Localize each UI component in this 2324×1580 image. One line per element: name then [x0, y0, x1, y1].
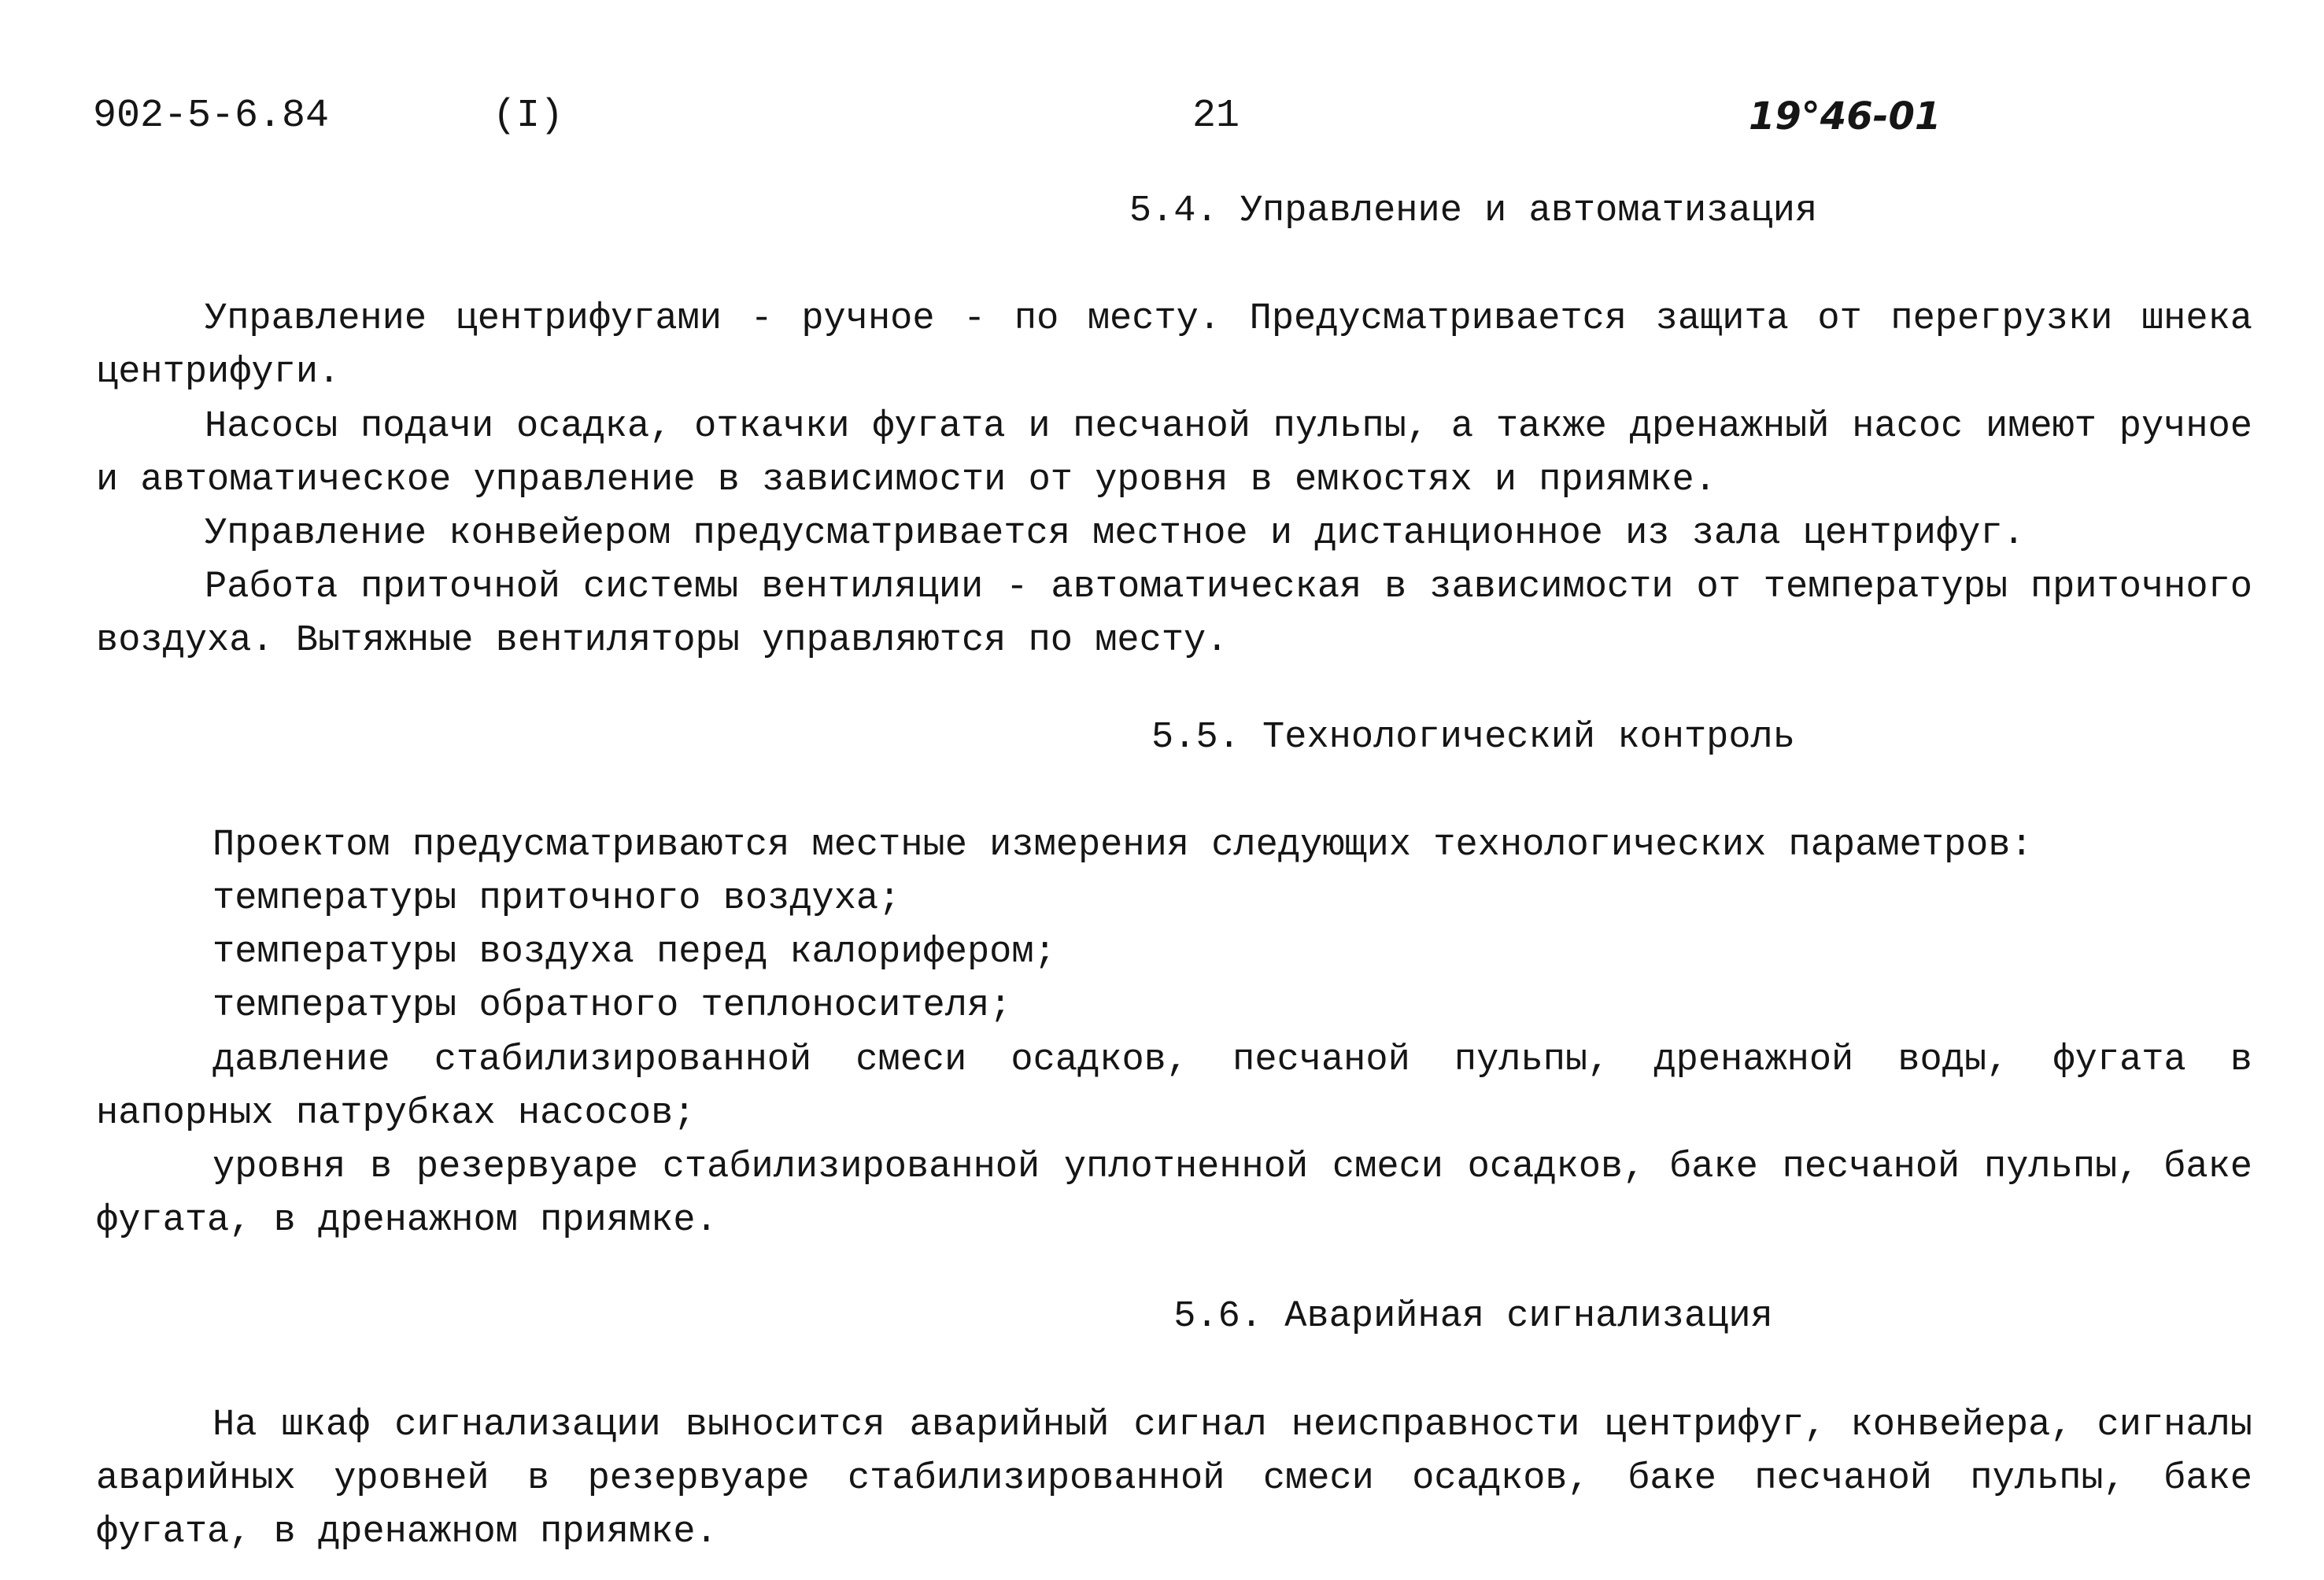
paragraph: Насосы подачи осадка, откачки фугата и песчаной пульпы, а также дренажный насос имеют ручное и автоматическое управление в зависимости от уровня в емкостях и приямке.	[96, 405, 2252, 501]
document-body	[96, 185, 2252, 1560]
paragraph: Управление конвейером предусматривается местное и дистанционное из зала центрифуг.	[205, 513, 2025, 556]
page-number: 21	[1192, 94, 1240, 138]
section-heading-5-5: 5.5. Технологический контроль	[1151, 716, 1795, 759]
volume-number: (I)	[493, 94, 564, 138]
document-code: 902-5-6.84	[93, 94, 330, 138]
section-heading-5-6: 5.6. Аварийная сигнализация	[1173, 1296, 1773, 1338]
list-item: температуры воздуха перед калорифером;	[212, 932, 1056, 974]
list-item: температуры обратного теплоносителя;	[212, 985, 1012, 1028]
paragraph-intro: Проектом предусматриваются местные измерения следующих технологических параметров:	[212, 824, 2033, 866]
paragraph: Управление центрифугами - ручное - по месту. Предусматривается защита от перегрузки шнека центрифуги.	[96, 298, 2252, 394]
list-item: уровня в резервуаре стабилизированной уплотненной смеси осадков, баке песчаной пульпы, баке фугата, в дренажном приямке.	[96, 1146, 2252, 1242]
inventory-stamp: 19°46-01	[1749, 94, 1942, 138]
section-heading-5-4: 5.4. Управление и автоматизация	[1129, 190, 1818, 232]
paragraph: Работа приточной системы вентиляции - автоматическая в зависимости от температуры приточного воздуха. Вытяжные вентиляторы управляются по месту.	[96, 567, 2252, 663]
list-item: давление стабилизированной смеси осадков, песчаной пульпы, дренажной воды, фугата в напорных патрубках насосов;	[96, 1039, 2252, 1135]
list-item: температуры приточного воздуха;	[212, 878, 901, 921]
paragraph: На шкаф сигнализации выносится аварийный сигнал неисправности центрифуг, конвейера, сигналы аварийных уровней в резервуаре стабилизированной смеси осадков, баке песчаной пульпы, баке фугата, в дренажном приямке.	[96, 1404, 2252, 1554]
